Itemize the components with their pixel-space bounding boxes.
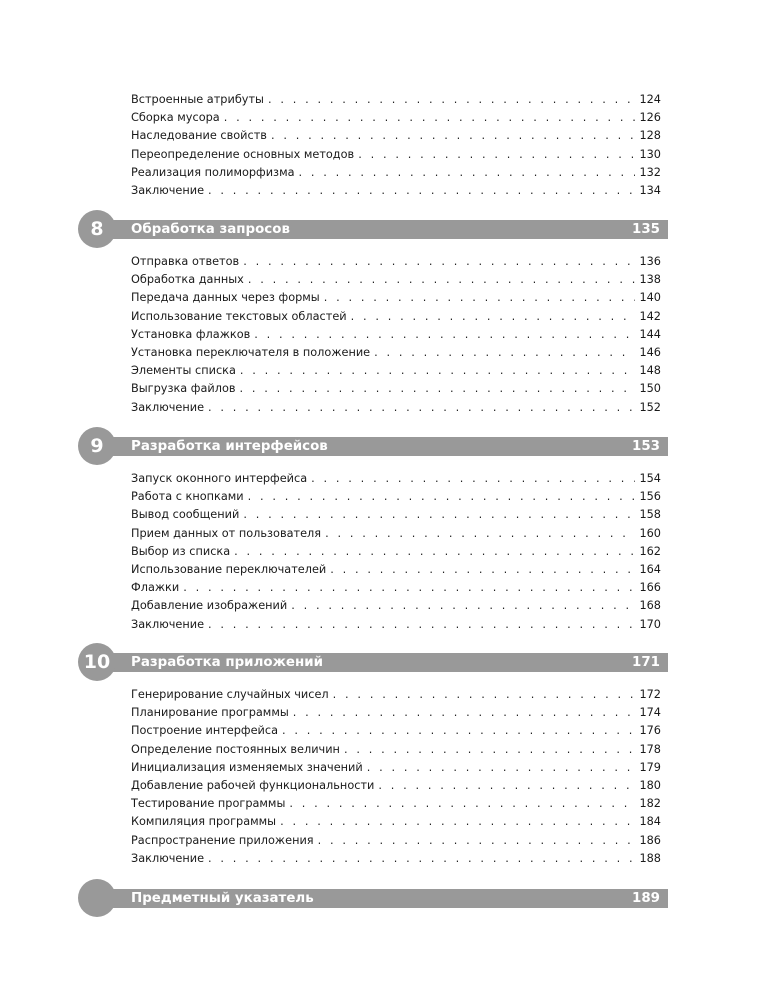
toc-entry-page: 176 — [639, 724, 661, 738]
toc-entry-page: 178 — [639, 742, 661, 756]
toc-entry-page: 188 — [639, 851, 661, 865]
toc-entry-page: 130 — [639, 147, 661, 161]
dot-leader — [358, 146, 635, 164]
toc-entry-title: Установка флажков — [131, 327, 251, 341]
toc-entry[interactable] — [131, 777, 661, 795]
toc-entry[interactable] — [131, 253, 661, 271]
index-page: 189 — [632, 891, 660, 906]
toc-entry-title: Использование текстовых областей — [131, 309, 347, 323]
toc-entry[interactable] — [131, 271, 661, 289]
chapter-page: 135 — [632, 222, 660, 237]
toc-entry[interactable] — [131, 561, 661, 579]
chapter-page: 171 — [632, 655, 660, 670]
toc-entry[interactable] — [131, 308, 661, 326]
dot-leader — [351, 308, 636, 326]
dot-leader — [367, 759, 636, 777]
toc-entry[interactable] — [131, 686, 661, 704]
toc-entry[interactable] — [131, 146, 661, 164]
toc-entry-page: 150 — [639, 382, 661, 396]
dot-leader — [183, 579, 635, 597]
toc-entry[interactable] — [131, 741, 661, 759]
toc-entry-title: Встроенные атрибуты — [131, 93, 264, 106]
dot-leader — [240, 380, 636, 398]
dot-leader — [208, 399, 635, 417]
toc-entry-title: Элементы списка — [131, 364, 236, 378]
toc-list-chapter-9 — [131, 470, 661, 634]
toc-entry-page: 179 — [639, 760, 661, 774]
toc-entry-page: 164 — [639, 562, 661, 576]
toc-entry-title: Построение интерфейса — [131, 724, 279, 738]
toc-list-chapter-8 — [131, 253, 661, 417]
toc-entry-page: 186 — [639, 833, 661, 847]
dot-leader — [243, 253, 635, 271]
dot-leader — [240, 362, 636, 380]
dot-leader — [324, 289, 636, 307]
toc-entry-page: 168 — [639, 599, 661, 613]
toc-entry[interactable] — [131, 850, 661, 868]
toc-entry-title: Установка переключателя в положение — [131, 345, 371, 359]
toc-entry-title: Генерирование случайных чисел — [131, 688, 329, 701]
toc-entry[interactable] — [131, 380, 661, 398]
toc-entry-title: Добавление рабочей функциональности — [131, 778, 375, 792]
chapter-page: 153 — [632, 439, 660, 454]
toc-entry-title: Заключение — [131, 617, 205, 631]
toc-entry-title: Тестирование программы — [131, 797, 286, 811]
toc-entry[interactable] — [131, 362, 661, 380]
toc-entry[interactable] — [131, 470, 661, 488]
toc-entry-page: 146 — [639, 345, 661, 359]
dot-leader — [325, 525, 635, 543]
chapter-title: Разработка приложений — [131, 655, 323, 670]
toc-entry-title: Обработка данных — [131, 273, 244, 287]
dot-leader — [344, 741, 636, 759]
toc-entry-page: 140 — [639, 291, 661, 305]
toc-entry-title: Инициализация изменяемых значений — [131, 760, 363, 774]
toc-entry-title: Передача данных через формы — [131, 291, 320, 305]
toc-entry[interactable] — [131, 182, 661, 200]
dot-leader — [208, 616, 635, 634]
toc-entry-title: Заключение — [131, 400, 205, 414]
toc-entry-title: Распространение приложения — [131, 833, 314, 847]
toc-entry-title: Компиляция программы — [131, 815, 277, 829]
toc-entry[interactable] — [131, 795, 661, 813]
toc-entry-page: 170 — [639, 617, 661, 631]
toc-entry[interactable] — [131, 616, 661, 634]
toc-entry-title: Добавление изображений — [131, 599, 288, 613]
toc-entry[interactable] — [131, 164, 661, 182]
toc-entry[interactable] — [131, 579, 661, 597]
toc-entry-page: 160 — [639, 526, 661, 540]
toc-entry-page: 132 — [639, 165, 661, 179]
chapter-number: 10 — [83, 651, 111, 673]
toc-entry-page: 138 — [639, 273, 661, 287]
toc-entry-title: Отправка ответов — [131, 255, 240, 268]
chapter-number-circle — [78, 879, 116, 917]
toc-entry-page: 136 — [639, 255, 661, 268]
chapter-title: Разработка интерфейсов — [131, 439, 328, 454]
toc-entry[interactable] — [131, 488, 661, 506]
toc-entry-title: Определение постоянных величин — [131, 742, 340, 756]
dot-leader — [289, 795, 635, 813]
toc-entry-page: 154 — [639, 472, 661, 485]
toc-entry[interactable] — [131, 525, 661, 543]
chapter-number-circle — [78, 210, 116, 248]
toc-entry[interactable] — [131, 344, 661, 362]
dot-leader — [378, 777, 635, 795]
dot-leader — [293, 704, 636, 722]
toc-entry[interactable] — [131, 722, 661, 740]
toc-entry-page: 144 — [639, 327, 661, 341]
dot-leader — [248, 271, 636, 289]
toc-entry[interactable] — [131, 289, 661, 307]
dot-leader — [254, 326, 635, 344]
dot-leader — [299, 164, 636, 182]
toc-entry-page: 148 — [639, 364, 661, 378]
toc-entry-page: 124 — [639, 93, 661, 106]
dot-leader — [248, 488, 636, 506]
dot-leader — [280, 813, 635, 831]
index-title: Предметный указатель — [131, 891, 314, 906]
toc-entry-page: 162 — [639, 544, 661, 558]
toc-entry-page: 142 — [639, 309, 661, 323]
toc-entry-title: Выбор из списка — [131, 544, 231, 558]
toc-entry-title: Запуск оконного интерфейса — [131, 472, 308, 485]
dot-leader — [208, 182, 635, 200]
toc-entry-title: Выгрузка файлов — [131, 382, 236, 396]
toc-entry-page: 172 — [639, 688, 661, 701]
toc-entry[interactable] — [131, 91, 661, 109]
toc-entry-title: Вывод сообщений — [131, 508, 240, 522]
dot-leader — [311, 470, 635, 488]
chapter-title: Обработка запросов — [131, 222, 290, 237]
chapter-header-8[interactable] — [78, 210, 668, 248]
dot-leader — [208, 850, 635, 868]
toc-entry-page: 158 — [639, 508, 661, 522]
toc-entry[interactable] — [131, 759, 661, 777]
dot-leader — [333, 686, 636, 704]
dot-leader — [271, 127, 635, 145]
index-header[interactable] — [78, 879, 668, 917]
toc-entry[interactable] — [131, 597, 661, 615]
toc-entry-page: 174 — [639, 706, 661, 720]
toc-entry[interactable] — [131, 704, 661, 722]
dot-leader — [330, 561, 635, 579]
dot-leader — [268, 91, 635, 109]
dot-leader — [318, 832, 636, 850]
dot-leader — [243, 506, 635, 524]
toc-entry-page: 184 — [639, 815, 661, 829]
toc-entry-page: 134 — [639, 183, 661, 197]
chapter-header-10[interactable] — [78, 643, 668, 681]
toc-entry-title: Наследование свойств — [131, 129, 267, 143]
toc-entry-page: 166 — [639, 581, 661, 595]
toc-entry-title: Переопределение основных методов — [131, 147, 355, 161]
toc-entry-page: 182 — [639, 797, 661, 811]
toc-entry-page: 152 — [639, 400, 661, 414]
chapter-number: 9 — [90, 435, 104, 457]
toc-list-chapter-7 — [131, 91, 661, 200]
toc-entry-title: Прием данных от пользователя — [131, 526, 322, 540]
toc-entry-title: Использование переключателей — [131, 562, 327, 576]
toc-entry-title: Работа с кнопками — [131, 490, 244, 504]
toc-entry-title: Реализация полиморфизма — [131, 165, 295, 179]
toc-entry-page: 126 — [639, 111, 661, 125]
toc-entry[interactable] — [131, 127, 661, 145]
toc-entry[interactable] — [131, 832, 661, 850]
toc-entry-title: Сборка мусора — [131, 111, 220, 125]
toc-entry-page: 180 — [639, 778, 661, 792]
chapter-number-circle — [78, 427, 116, 465]
toc-entry-title: Заключение — [131, 183, 205, 197]
dot-leader — [374, 344, 635, 362]
toc-entry[interactable] — [131, 506, 661, 524]
toc-entry-title: Флажки — [131, 581, 180, 595]
chapter-header-9[interactable] — [78, 427, 668, 465]
toc-entry-page: 156 — [639, 490, 661, 504]
dot-leader — [282, 722, 635, 740]
toc-entry[interactable] — [131, 813, 661, 831]
chapter-number-circle — [78, 643, 116, 681]
toc-entry[interactable] — [131, 326, 661, 344]
toc-entry-title: Планирование программы — [131, 706, 289, 720]
dot-leader — [291, 597, 635, 615]
toc-entry[interactable] — [131, 543, 661, 561]
toc-list-chapter-10 — [131, 686, 661, 868]
toc-entry[interactable] — [131, 109, 661, 127]
chapter-number: 8 — [90, 218, 104, 240]
dot-leader — [224, 109, 636, 127]
toc-entry-title: Заключение — [131, 851, 205, 865]
dot-leader — [234, 543, 635, 561]
toc-entry-page: 128 — [639, 129, 661, 143]
toc-entry[interactable] — [131, 399, 661, 417]
